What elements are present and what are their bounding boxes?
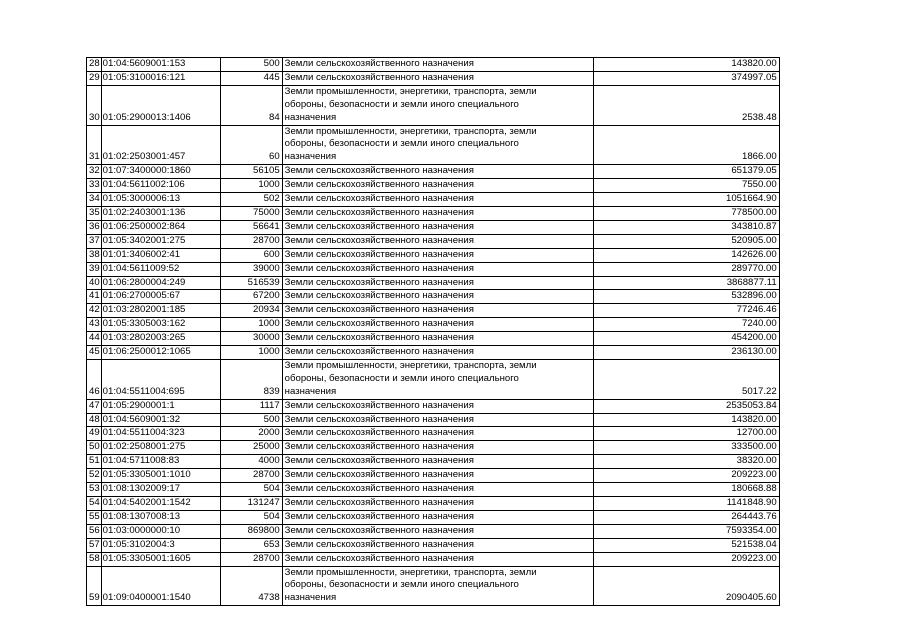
cadastral-value-cell: 289770.00 bbox=[593, 262, 779, 276]
area-cell: 516539 bbox=[220, 276, 282, 290]
cadastral-value-cell: 778500.00 bbox=[593, 206, 779, 220]
table-row bbox=[87, 552, 780, 566]
table-row bbox=[87, 483, 780, 497]
land-category-cell: Земли сельскохозяйственного назначения bbox=[282, 538, 593, 552]
cadastral-value-cell: 143820.00 bbox=[593, 413, 779, 427]
land-category-cell: Земли сельскохозяйственного назначения bbox=[282, 332, 593, 346]
table-row bbox=[87, 566, 780, 606]
area-cell: 504 bbox=[220, 510, 282, 524]
cadastral-value-cell: 38320.00 bbox=[593, 455, 779, 469]
area-cell: 839 bbox=[220, 359, 282, 399]
table-row bbox=[87, 262, 780, 276]
cadastral-number-cell: 01:05:3305003:162 bbox=[101, 318, 220, 332]
land-category-line: Земли промышленности, энергетики, транспорта, земли bbox=[284, 125, 537, 137]
cadastral-number-cell: 01:04:5609001:32 bbox=[101, 413, 220, 427]
cadastral-number-cell: 01:08:1302009:17 bbox=[101, 483, 220, 497]
land-category-cell: Земли сельскохозяйственного назначения bbox=[282, 248, 593, 262]
area-cell: 600 bbox=[220, 248, 282, 262]
cadastral-number-cell: 01:02:2503001:457 bbox=[101, 125, 220, 165]
row-number-cell: 56 bbox=[87, 524, 102, 538]
land-category-cell: Земли сельскохозяйственного назначения bbox=[282, 413, 593, 427]
cadastral-number-cell: 01:02:2508001:275 bbox=[101, 441, 220, 455]
row-number-cell: 46 bbox=[87, 359, 102, 399]
cadastral-number-cell: 01:03:0000000:10 bbox=[101, 524, 220, 538]
row-number-cell: 52 bbox=[87, 469, 102, 483]
cadastral-value-cell: 142626.00 bbox=[593, 248, 779, 262]
area-cell: 56105 bbox=[220, 165, 282, 179]
row-number-cell: 38 bbox=[87, 248, 102, 262]
land-category-cell: Земли сельскохозяйственного назначения bbox=[282, 469, 593, 483]
cadastral-number-cell: 01:06:2800004:249 bbox=[101, 276, 220, 290]
land-category-cell: Земли сельскохозяйственного назначения bbox=[282, 262, 593, 276]
land-category-cell bbox=[282, 125, 593, 165]
row-number-cell: 42 bbox=[87, 304, 102, 318]
land-category-cell bbox=[282, 359, 593, 399]
area-cell: 445 bbox=[220, 71, 282, 85]
row-number-cell: 49 bbox=[87, 427, 102, 441]
cadastral-number-cell: 01:05:3000006:13 bbox=[101, 193, 220, 207]
table-row bbox=[87, 455, 780, 469]
cadastral-value-cell: 521538.04 bbox=[593, 538, 779, 552]
area-cell: 504 bbox=[220, 483, 282, 497]
table-row bbox=[87, 206, 780, 220]
row-number-cell: 30 bbox=[87, 85, 102, 125]
cadastral-value-cell: 1051664.90 bbox=[593, 193, 779, 207]
table-row bbox=[87, 304, 780, 318]
row-number-cell: 28 bbox=[87, 58, 102, 72]
row-number-cell: 35 bbox=[87, 206, 102, 220]
row-number-cell: 41 bbox=[87, 290, 102, 304]
table-row bbox=[87, 497, 780, 511]
area-cell: 84 bbox=[220, 85, 282, 125]
table-row bbox=[87, 441, 780, 455]
area-cell: 25000 bbox=[220, 441, 282, 455]
cadastral-value-cell: 532896.00 bbox=[593, 290, 779, 304]
cadastral-value-cell: 12700.00 bbox=[593, 427, 779, 441]
land-category-line: назначения bbox=[284, 111, 337, 123]
land-category-cell bbox=[282, 566, 593, 606]
cadastral-number-cell: 01:04:5511004:695 bbox=[101, 359, 220, 399]
row-number-cell: 29 bbox=[87, 71, 102, 85]
table-row bbox=[87, 538, 780, 552]
cadastral-number-cell: 01:06:2500002:864 bbox=[101, 220, 220, 234]
cadastral-value-cell: 5017.22 bbox=[593, 359, 779, 399]
cadastral-number-cell: 01:04:5611009:52 bbox=[101, 262, 220, 276]
table-row bbox=[87, 290, 780, 304]
cadastral-number-cell: 01:04:5609001:153 bbox=[101, 58, 220, 72]
cadastral-value-cell: 209223.00 bbox=[593, 469, 779, 483]
area-cell: 500 bbox=[220, 58, 282, 72]
cadastral-value-cell: 1141848.90 bbox=[593, 497, 779, 511]
land-category-line: назначения bbox=[284, 592, 337, 604]
land-category-cell: Земли сельскохозяйственного назначения bbox=[282, 193, 593, 207]
row-number-cell: 47 bbox=[87, 399, 102, 413]
land-category-cell: Земли сельскохозяйственного назначения bbox=[282, 165, 593, 179]
land-category-cell: Земли сельскохозяйственного назначения bbox=[282, 483, 593, 497]
row-number-cell: 36 bbox=[87, 220, 102, 234]
cadastral-value-cell: 2090405.60 bbox=[593, 566, 779, 606]
cadastral-value-cell: 7550.00 bbox=[593, 179, 779, 193]
cadastral-value-cell: 77246.46 bbox=[593, 304, 779, 318]
table-row bbox=[87, 399, 780, 413]
cadastral-number-cell: 01:04:5711008:83 bbox=[101, 455, 220, 469]
row-number-cell: 33 bbox=[87, 179, 102, 193]
land-category-cell: Земли сельскохозяйственного назначения bbox=[282, 71, 593, 85]
cadastral-value-cell: 651379.05 bbox=[593, 165, 779, 179]
table-row bbox=[87, 248, 780, 262]
land-category-cell: Земли сельскохозяйственного назначения bbox=[282, 206, 593, 220]
land-plots-table bbox=[86, 57, 780, 606]
land-category-cell: Земли сельскохозяйственного назначения bbox=[282, 179, 593, 193]
cadastral-number-cell: 01:06:2700005:67 bbox=[101, 290, 220, 304]
table-row bbox=[87, 332, 780, 346]
land-category-cell: Земли сельскохозяйственного назначения bbox=[282, 290, 593, 304]
cadastral-value-cell: 2538.48 bbox=[593, 85, 779, 125]
area-cell: 1000 bbox=[220, 318, 282, 332]
cadastral-number-cell: 01:05:2900013:1406 bbox=[101, 85, 220, 125]
cadastral-value-cell: 2535053.84 bbox=[593, 399, 779, 413]
land-category-line: Земли промышленности, энергетики, транспорта, земли bbox=[284, 566, 537, 578]
land-category-line: назначения bbox=[284, 385, 337, 397]
cadastral-value-cell: 520905.00 bbox=[593, 234, 779, 248]
area-cell: 39000 bbox=[220, 262, 282, 276]
cadastral-number-cell: 01:03:2802003:265 bbox=[101, 332, 220, 346]
table-row bbox=[87, 413, 780, 427]
row-number-cell: 39 bbox=[87, 262, 102, 276]
cadastral-value-cell: 1866.00 bbox=[593, 125, 779, 165]
cadastral-number-cell: 01:05:3305001:1605 bbox=[101, 552, 220, 566]
cadastral-number-cell: 01:08:1307008:13 bbox=[101, 510, 220, 524]
land-category-cell: Земли сельскохозяйственного назначения bbox=[282, 220, 593, 234]
table-row bbox=[87, 427, 780, 441]
table-row bbox=[87, 359, 780, 399]
cadastral-number-cell: 01:05:2900001:1 bbox=[101, 399, 220, 413]
land-category-cell: Земли сельскохозяйственного назначения bbox=[282, 510, 593, 524]
row-number-cell: 32 bbox=[87, 165, 102, 179]
table-row bbox=[87, 179, 780, 193]
table-row bbox=[87, 220, 780, 234]
cadastral-number-cell: 01:04:5611002:106 bbox=[101, 179, 220, 193]
row-number-cell: 40 bbox=[87, 276, 102, 290]
area-cell: 869800 bbox=[220, 524, 282, 538]
cadastral-value-cell: 264443.76 bbox=[593, 510, 779, 524]
land-category-cell: Земли сельскохозяйственного назначения bbox=[282, 524, 593, 538]
area-cell: 28700 bbox=[220, 234, 282, 248]
area-cell: 1000 bbox=[220, 179, 282, 193]
cadastral-number-cell: 01:05:3305001:1010 bbox=[101, 469, 220, 483]
cadastral-value-cell: 343810.87 bbox=[593, 220, 779, 234]
area-cell: 30000 bbox=[220, 332, 282, 346]
area-cell: 56641 bbox=[220, 220, 282, 234]
land-category-cell bbox=[282, 85, 593, 125]
area-cell: 1000 bbox=[220, 346, 282, 360]
area-cell: 75000 bbox=[220, 206, 282, 220]
table-row bbox=[87, 524, 780, 538]
table-row bbox=[87, 234, 780, 248]
row-number-cell: 34 bbox=[87, 193, 102, 207]
table-row bbox=[87, 58, 780, 72]
land-category-line: обороны, безопасности и земли иного специального bbox=[284, 98, 519, 110]
land-category-cell: Земли сельскохозяйственного назначения bbox=[282, 58, 593, 72]
land-category-line: Земли промышленности, энергетики, транспорта, земли bbox=[284, 359, 537, 371]
land-category-cell: Земли сельскохозяйственного назначения bbox=[282, 276, 593, 290]
cadastral-number-cell: 01:03:2802001:185 bbox=[101, 304, 220, 318]
cadastral-value-cell: 236130.00 bbox=[593, 346, 779, 360]
land-category-cell: Земли сельскохозяйственного назначения bbox=[282, 552, 593, 566]
row-number-cell: 51 bbox=[87, 455, 102, 469]
cadastral-number-cell: 01:01:3406002:41 bbox=[101, 248, 220, 262]
land-category-line: обороны, безопасности и земли иного специального bbox=[284, 579, 519, 591]
area-cell: 67200 bbox=[220, 290, 282, 304]
cadastral-number-cell: 01:09:0400001:1540 bbox=[101, 566, 220, 606]
cadastral-number-cell: 01:05:3102004:3 bbox=[101, 538, 220, 552]
row-number-cell: 50 bbox=[87, 441, 102, 455]
land-category-cell: Земли сельскохозяйственного назначения bbox=[282, 318, 593, 332]
cadastral-number-cell: 01:02:2403001:136 bbox=[101, 206, 220, 220]
cadastral-value-cell: 374997.05 bbox=[593, 71, 779, 85]
land-category-cell: Земли сельскохозяйственного назначения bbox=[282, 441, 593, 455]
cadastral-value-cell: 333500.00 bbox=[593, 441, 779, 455]
area-cell: 2000 bbox=[220, 427, 282, 441]
land-category-cell: Земли сельскохозяйственного назначения bbox=[282, 234, 593, 248]
cadastral-number-cell: 01:05:3100016:121 bbox=[101, 71, 220, 85]
row-number-cell: 57 bbox=[87, 538, 102, 552]
land-category-line: обороны, безопасности и земли иного специального bbox=[284, 372, 519, 384]
table-row bbox=[87, 125, 780, 165]
row-number-cell: 45 bbox=[87, 346, 102, 360]
row-number-cell: 37 bbox=[87, 234, 102, 248]
table-row bbox=[87, 510, 780, 524]
land-category-cell: Земли сельскохозяйственного назначения bbox=[282, 304, 593, 318]
cadastral-number-cell: 01:04:5511004:323 bbox=[101, 427, 220, 441]
cadastral-number-cell: 01:07:3400000:1860 bbox=[101, 165, 220, 179]
land-category-line: назначения bbox=[284, 151, 337, 163]
cadastral-number-cell: 01:04:5402001:1542 bbox=[101, 497, 220, 511]
area-cell: 502 bbox=[220, 193, 282, 207]
table-row bbox=[87, 193, 780, 207]
cadastral-value-cell: 454200.00 bbox=[593, 332, 779, 346]
cadastral-number-cell: 01:05:3402001:275 bbox=[101, 234, 220, 248]
area-cell: 28700 bbox=[220, 552, 282, 566]
area-cell: 60 bbox=[220, 125, 282, 165]
cadastral-value-cell: 209223.00 bbox=[593, 552, 779, 566]
area-cell: 653 bbox=[220, 538, 282, 552]
row-number-cell: 55 bbox=[87, 510, 102, 524]
row-number-cell: 53 bbox=[87, 483, 102, 497]
land-plots-table-body bbox=[87, 58, 780, 606]
area-cell: 500 bbox=[220, 413, 282, 427]
table-row bbox=[87, 469, 780, 483]
table-row bbox=[87, 318, 780, 332]
land-category-cell: Земли сельскохозяйственного назначения bbox=[282, 399, 593, 413]
land-category-cell: Земли сельскохозяйственного назначения bbox=[282, 497, 593, 511]
table-row bbox=[87, 165, 780, 179]
cadastral-value-cell: 7593354.00 bbox=[593, 524, 779, 538]
table-row bbox=[87, 85, 780, 125]
cadastral-value-cell: 7240.00 bbox=[593, 318, 779, 332]
land-category-cell: Земли сельскохозяйственного назначения bbox=[282, 455, 593, 469]
table-row bbox=[87, 276, 780, 290]
cadastral-value-cell: 3868877.11 bbox=[593, 276, 779, 290]
table-row bbox=[87, 71, 780, 85]
cadastral-value-cell: 143820.00 bbox=[593, 58, 779, 72]
row-number-cell: 54 bbox=[87, 497, 102, 511]
row-number-cell: 48 bbox=[87, 413, 102, 427]
land-category-line: обороны, безопасности и земли иного специального bbox=[284, 138, 519, 150]
row-number-cell: 31 bbox=[87, 125, 102, 165]
cadastral-number-cell: 01:06:2500012:1065 bbox=[101, 346, 220, 360]
row-number-cell: 44 bbox=[87, 332, 102, 346]
row-number-cell: 58 bbox=[87, 552, 102, 566]
area-cell: 4000 bbox=[220, 455, 282, 469]
cadastral-value-cell: 180668.88 bbox=[593, 483, 779, 497]
area-cell: 28700 bbox=[220, 469, 282, 483]
row-number-cell: 43 bbox=[87, 318, 102, 332]
land-category-cell: Земли сельскохозяйственного назначения bbox=[282, 427, 593, 441]
area-cell: 4738 bbox=[220, 566, 282, 606]
row-number-cell: 59 bbox=[87, 566, 102, 606]
table-row bbox=[87, 346, 780, 360]
land-category-cell: Земли сельскохозяйственного назначения bbox=[282, 346, 593, 360]
area-cell: 20934 bbox=[220, 304, 282, 318]
land-category-line: Земли промышленности, энергетики, транспорта, земли bbox=[284, 85, 537, 97]
area-cell: 131247 bbox=[220, 497, 282, 511]
area-cell: 1117 bbox=[220, 399, 282, 413]
